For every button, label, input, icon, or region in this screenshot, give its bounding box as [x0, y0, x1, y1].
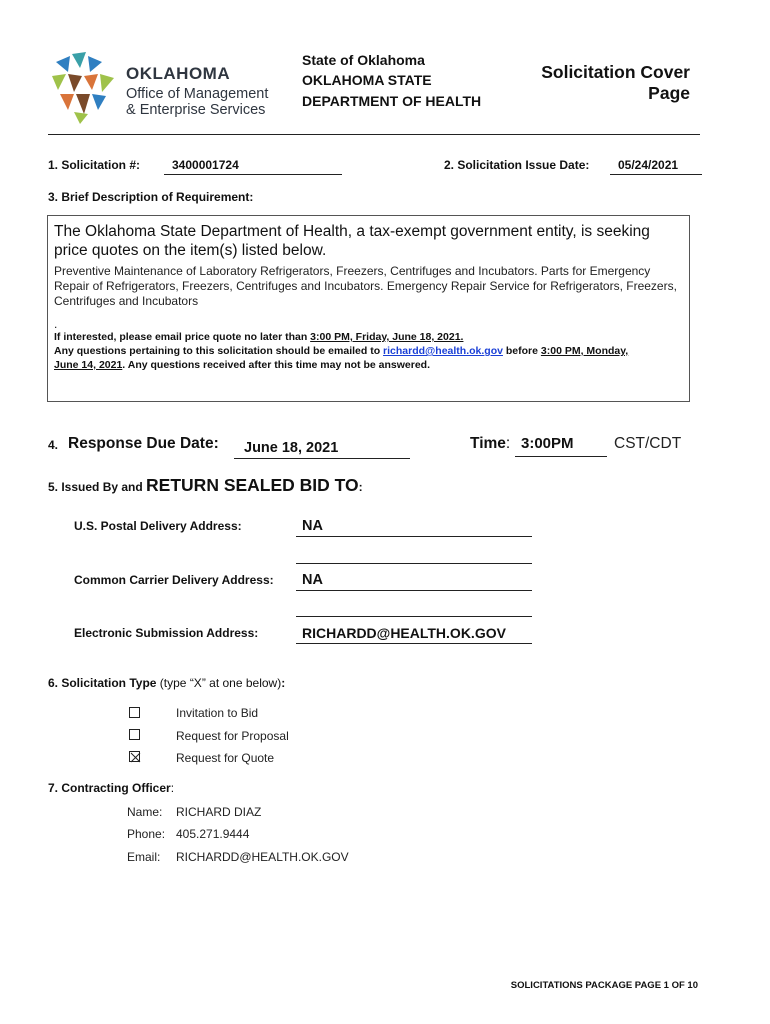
contracting-officer-heading: [48, 781, 174, 795]
questions-email-link[interactable]: richardd@health.ok.gov: [383, 345, 503, 357]
response-time-word: Time: [470, 435, 506, 452]
description-box: [47, 215, 690, 402]
omes-logo: [48, 52, 288, 124]
checkbox-x-mark-icon: [130, 752, 141, 763]
checkbox-request-for-proposal[interactable]: [129, 729, 140, 740]
footer-page-number: SOLICITATIONS PACKAGE PAGE 1 OF 10: [510, 980, 698, 991]
issued-by-colon: :: [358, 480, 363, 494]
response-time-value: 3:00PM: [515, 435, 607, 457]
page-title-line-2: Page: [648, 83, 690, 103]
logo-line-2: Office of Management: [126, 86, 269, 102]
officer-name-label: Name:: [127, 805, 163, 819]
agency-line-3: DEPARTMENT OF HEALTH: [302, 93, 482, 109]
issue-date-label: 2. Solicitation Issue Date:: [444, 158, 590, 172]
solicitation-type-colon: :: [281, 676, 286, 690]
solicitation-number-value: 3400001724: [164, 158, 342, 175]
checkbox-request-for-quote[interactable]: [129, 751, 140, 762]
solicitation-type-hint: (type “X” at one below): [156, 676, 282, 690]
deadline-note: [54, 330, 686, 344]
option-request-for-quote-label: Request for Quote: [176, 751, 275, 765]
description-intro: The Oklahoma State Department of Health, a tax-exempt government entity, is seeking price quotes on the item(s) listed below.: [54, 223, 650, 259]
page-title-line-1: Solicitation Cover: [541, 62, 690, 82]
response-due-label: Response Due Date:: [68, 435, 219, 452]
oklahoma-star-logo-icon: [48, 52, 118, 124]
questions-note: [54, 344, 686, 372]
questions-note-text: Any questions pertaining to this solicitation should be emailed to: [54, 345, 384, 357]
response-timezone: CST/CDT: [614, 435, 682, 452]
checkbox-invitation-to-bid[interactable]: [129, 707, 140, 718]
agency-line-2: OKLAHOMA STATE: [302, 72, 432, 88]
carrier-address-line-2: [296, 597, 532, 617]
logo-line-1: OKLAHOMA: [126, 64, 231, 83]
officer-phone: 405.271.9444: [176, 827, 250, 841]
description-label: 3. Brief Description of Requirement:: [48, 190, 254, 204]
questions-note-mid: before: [502, 345, 541, 357]
response-time-label: [470, 435, 510, 453]
solicitation-number-label: 1. Solicitation #:: [48, 158, 141, 172]
officer-email-label: Email:: [127, 850, 161, 864]
postal-address-value: NA: [296, 518, 532, 537]
description-dot: .: [54, 317, 58, 331]
electronic-address-label: Electronic Submission Address:: [74, 626, 259, 640]
officer-phone-label: Phone:: [127, 827, 166, 841]
questions-deadline-a: 3:00 PM, Monday,: [540, 345, 629, 357]
issued-by-heading: [48, 475, 363, 496]
issued-by-small: 5. Issued By and: [48, 480, 147, 494]
response-num: 4.: [48, 438, 59, 452]
postal-address-label: U.S. Postal Delivery Address:: [74, 519, 242, 533]
carrier-address-label: Common Carrier Delivery Address:: [74, 573, 274, 587]
officer-name: RICHARD DIAZ: [176, 805, 262, 819]
description-detail: Preventive Maintenance of Laboratory Refrigerators, Freezers, Centrifuges and Incubators. Parts for Emergency Repair of Refrigerators, Freezers, Centrifuges and Incubators. Emergency Repair Service for Refrigerators, Freezers, Centrifuges and Incubators: [54, 264, 677, 308]
response-time-colon: :: [505, 435, 511, 452]
carrier-address-value: NA: [296, 572, 532, 591]
header-divider: [48, 134, 700, 135]
electronic-address-value: RICHARDD@HEALTH.OK.GOV: [296, 625, 532, 644]
deadline-note-date: 3:00 PM, Friday, June 18, 2021.: [310, 331, 464, 343]
option-request-for-proposal-label: Request for Proposal: [176, 729, 289, 743]
solicitation-type-label: 6. Solicitation Type: [48, 676, 157, 690]
option-invitation-to-bid-label: Invitation to Bid: [176, 706, 259, 720]
response-due-date: June 18, 2021: [234, 440, 410, 459]
contracting-officer-label: 7. Contracting Officer: [48, 781, 171, 795]
solicitation-type-heading: [48, 676, 285, 690]
agency-line-1: State of Oklahoma: [302, 52, 425, 68]
questions-note-post: . Any questions received after this time may not be answered.: [122, 359, 431, 371]
issued-by-big: RETURN SEALED BID TO: [146, 475, 359, 495]
page-title: [541, 62, 690, 104]
issue-date-value: 05/24/2021: [610, 158, 702, 175]
questions-deadline-b: June 14, 2021: [54, 359, 123, 371]
contracting-officer-colon: :: [170, 781, 175, 795]
logo-line-3: & Enterprise Services: [126, 102, 266, 118]
deadline-note-text: If interested, please email price quote no later than: [54, 331, 311, 343]
officer-email: RICHARDD@HEALTH.OK.GOV: [176, 850, 349, 864]
postal-address-line-2: [296, 544, 532, 564]
